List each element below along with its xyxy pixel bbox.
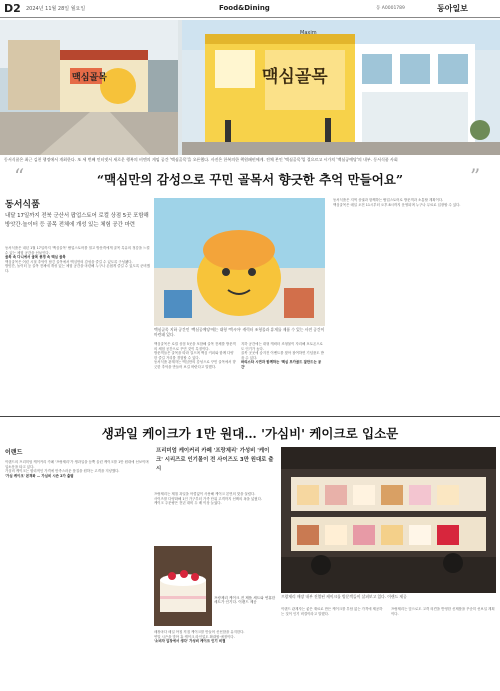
svg-text:Maxim: Maxim <box>300 30 317 36</box>
photo-cake-caption: 프랑제리 케이크 전 제품 세트와 연휴한 세트가 인기다. 이랜드 제공 <box>214 596 276 605</box>
top-photo-strip <box>0 20 500 155</box>
headline-bottom: 생과일 케이크가 1만 원대… '가심비' 케이크로 입소문 <box>101 426 399 441</box>
alley-photos <box>0 20 500 155</box>
section-title: Food&Dining <box>219 4 270 12</box>
bottom-col-1: 이랜드의 프리미엄 케이커리 카페 '프랑제리'가 생과일을 듬뿍 올린 케이크를 1만 원대에 선보이며 입소문을 타고 있다. 가심비 케이크는 합리적인 가격에 만족스러운 품질을 원하는 고객을 겨냥했다. '가심 케이크' 본격화 … 가심비 시즌 2가 출범 <box>5 460 149 478</box>
issue-date: 2024년 11월 28일 월요일 <box>26 6 86 12</box>
issue-code: 동 A0001789 <box>376 6 405 11</box>
story-divider <box>0 416 500 417</box>
bottom-col-2: 프랑제리는 제철 과일을 아낌없이 사용해 케이크 본연의 맛을 살렸다. 사이즈를 다양화해 1인 가구부터 가족 단위 고객까지 선택의 폭을 넓혔다. 케이크 주문량은 전년 대비 두 배 이상 늘었다. <box>154 492 262 506</box>
bottom-col-4: 이랜드 관계자는 좋은 재료로 만든 케이크를 부담 없는 가격에 제공하는 것이 인기 비결이라고 말했다. <box>281 607 383 616</box>
top-col-3: 지하 공간에는 대형 캐릭터 조형물이 자리해 포토존으로도 인기가 높다. 골목 곳곳에 숨겨진 이벤트를 찾아 참여하면 기념품도 받을 수 있다. 바리스타 시연과 함께하는 '맥심 모카골드 잘만드는 공간' <box>241 342 324 369</box>
photo-bakery-caption: 프랑제리 매장 내부 진열된 케이크를 방문객들이 살펴보고 있다. 이랜드 제공 <box>281 594 407 599</box>
photo-cake <box>154 546 212 626</box>
photo-bakery-store <box>281 447 496 593</box>
top-col-2: 맥심골목은 로컬 상점 5곳을 포함해 골목 전체를 방문객의 체험 공간으로 꾸민 것이 특징이다. 방문객들은 골목을 따라 걸으며 맥심 커피와 함께 다양한 즐길 거리를 경험할 수 있다. 동서식품 관계자는 맥심만의 감성으로 꾸민 골목에서 향긋한 추억을 만들어 보길 바란다고 말했다. <box>154 342 236 369</box>
building-banner: 맥심골목 <box>262 67 328 87</box>
subheadline-bottom: 프리미엄 케이커리 카페 '프랑제리' 가성비 '케이크' 시리즈로 인기몰이 전 사이즈도 3만 원대로 출시 <box>156 448 274 472</box>
quote-open-icon: “ <box>14 164 25 188</box>
bottom-col-5: 프랑제리는 앞으로도 고객 의견을 반영한 신제품을 꾸준히 선보일 계획이다. <box>391 607 495 616</box>
headline-top: “맥심만의 감성으로 꾸민 골목서 향긋한 추억 만들어요” <box>96 172 404 187</box>
photo-character-caption: 맥심골목 지하 공간인 '맥심공예당'에는 대형 '맥시아' 캐릭터 조형물과 휴게를 제품 수 있는 사전 공간이 마련돼 있다. <box>154 327 325 337</box>
company-name-top: 동서식품 <box>5 200 40 210</box>
top-col-4: 동서식품은 지역 상권과 함께하는 팝업스토어로 방문객과 소통할 계획이다. 맥심골목은 매일 오전 11시부터 오후 8시까지 운영되며 누구나 무료로 입장할 수 있다. <box>333 198 461 207</box>
photo-character <box>154 198 325 326</box>
page-number: D2 <box>4 2 21 15</box>
bottom-col-3: 매장마다 매일 아침 직접 케이크를 만들어 신선함을 유지한다. 연말 시즌을 맞아 홀 케이크 라인업도 확대할 예정이다. '소비자 입장에서 생각' 가성비 케이크 인기 비결 <box>154 630 245 644</box>
quote-close-icon: ” <box>470 164 481 188</box>
page-header <box>0 0 500 18</box>
company-name-bottom: 이랜드 <box>5 449 23 456</box>
subheadline-top: 내달 17일까지 전북 군산서 팝업스토어 로컬 상점 5곳 포함해 방앗간·놀이터 등 골목 전체에 개성 있는 체험 공간 마련 <box>5 213 149 228</box>
top-photo-caption: 동서식품은 최근 김천 행정에서 개최한다. 또 세 번째 인터넷서 새로운 행복의 비엔의 게임 공간 '맥심골목'을 오픈했다. 사진은 한복의한 핵원패펀에게. 전체 본인 '맥심골목'입 절으르고 시가치 '맥심공예당'의 내부. 동서식품 사회 <box>4 157 398 162</box>
mural-sign: 맥심골목 <box>72 73 107 83</box>
newspaper-logo: 동아일보 <box>437 3 468 13</box>
top-col-1: 동서식품은 내년 1월 17일까지 '맥심골목' 팝업스토어를 열고 방문객에게 골목 특유의 정감을 느낄 수 있는 체험 공간을 선보인다. 골목 속 다니에서 골목 풍경 속 맥심 골목 맥심골목은 어린 시절 추억이 담긴 골목에서 맥심만의 감성을 즐길 수 있도록 구성됐다. 방앗간, 놀이터 등 골목 전체에 개성 있는 체험 공간을 마련해 누구나 손쉽게 즐길 수 있도록 준비했다. <box>5 246 150 273</box>
